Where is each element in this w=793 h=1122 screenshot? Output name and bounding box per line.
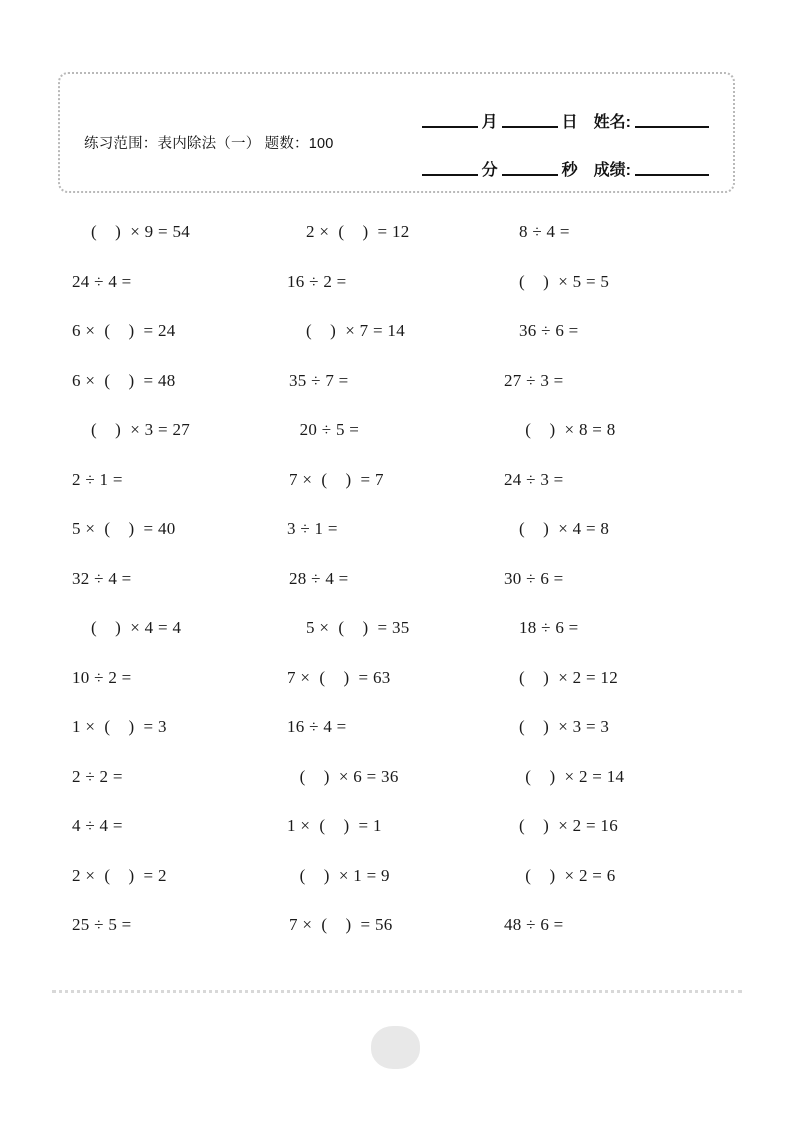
problem-row — [72, 405, 732, 455]
problem-item[interactable]: ( ) × 8 = 8 — [525, 420, 616, 440]
problem-item[interactable]: ( ) × 2 = 12 — [518, 667, 619, 687]
problem-item[interactable]: 7 × ( ) = 63 — [286, 667, 391, 687]
problem-item[interactable]: ( ) × 3 = 3 — [518, 717, 610, 737]
problem-item[interactable]: ( ) × 2 = 16 — [518, 816, 619, 836]
problem-item[interactable]: 1 × ( ) = 3 — [72, 717, 167, 737]
problem-item[interactable]: 4 ÷ 4 = — [72, 816, 123, 836]
problem-item[interactable]: ( ) × 9 = 54 — [91, 222, 191, 242]
problem-item[interactable]: 6 × ( ) = 48 — [72, 370, 176, 390]
problem-item[interactable]: ( ) × 7 = 14 — [305, 321, 406, 341]
problem-item[interactable]: 7 × ( ) = 7 — [289, 469, 384, 489]
problem-item[interactable]: 3 ÷ 1 = — [286, 519, 338, 539]
time-row — [371, 144, 711, 180]
problem-row — [72, 554, 732, 604]
problem-row — [72, 801, 732, 851]
problem-item[interactable]: ( ) × 2 = 6 — [525, 865, 616, 885]
problem-item[interactable]: 16 ÷ 2 = — [286, 271, 347, 291]
problem-row — [72, 653, 732, 703]
score-blank-line[interactable] — [635, 174, 709, 176]
problem-item[interactable]: 10 ÷ 2 = — [72, 667, 132, 687]
problem-item[interactable]: 2 × ( ) = 2 — [72, 865, 167, 885]
problem-row — [72, 702, 732, 752]
name-label: 姓名: — [593, 114, 631, 131]
problem-item[interactable]: ( ) × 3 = 27 — [91, 420, 191, 440]
problem-item[interactable]: 24 ÷ 3 = — [504, 469, 564, 489]
problem-item[interactable]: 30 ÷ 6 = — [504, 568, 564, 588]
student-meta-block — [371, 96, 711, 180]
score-label: 成绩: — [593, 162, 631, 179]
problem-item[interactable]: 27 ÷ 3 = — [504, 370, 564, 390]
problem-row — [72, 851, 732, 901]
minute-label: 分 — [481, 162, 498, 179]
day-blank-line[interactable] — [502, 126, 558, 128]
problem-item[interactable]: ( ) × 4 = 8 — [518, 519, 610, 539]
problem-item[interactable]: ( ) × 5 = 5 — [518, 271, 610, 291]
problem-item[interactable]: 5 × ( ) = 40 — [72, 519, 176, 539]
month-blank-line[interactable] — [422, 126, 478, 128]
practice-scope-text: 练习范围：表内除法（一） 题数：100 — [84, 136, 334, 152]
name-blank-line[interactable] — [635, 126, 709, 128]
second-blank-line[interactable] — [502, 174, 558, 176]
problem-row — [72, 603, 732, 653]
header-info-box — [58, 72, 735, 193]
day-label: 日 — [561, 114, 578, 131]
problem-grid — [72, 207, 732, 950]
problem-row — [72, 900, 732, 950]
problem-row — [72, 207, 732, 257]
problem-item[interactable]: 7 × ( ) = 56 — [289, 915, 393, 935]
problem-row — [72, 306, 732, 356]
problem-item[interactable]: ( ) × 1 = 9 — [299, 865, 390, 885]
problem-item[interactable]: 36 ÷ 6 = — [518, 321, 579, 341]
problem-row — [72, 455, 732, 505]
page-number-placeholder — [371, 1026, 420, 1069]
problem-row — [72, 356, 732, 406]
problem-row — [72, 504, 732, 554]
problem-item[interactable]: 20 ÷ 5 = — [299, 420, 360, 440]
problem-item[interactable]: 35 ÷ 7 = — [289, 370, 349, 390]
problem-item[interactable]: 48 ÷ 6 = — [504, 915, 564, 935]
problem-item[interactable]: ( ) × 2 = 14 — [525, 766, 625, 786]
footer-divider — [52, 990, 742, 993]
date-row — [371, 96, 711, 132]
month-label: 月 — [481, 114, 498, 131]
problem-item[interactable]: 16 ÷ 4 = — [286, 717, 347, 737]
problem-row — [72, 257, 732, 307]
second-label: 秒 — [561, 162, 578, 179]
problem-item[interactable]: 25 ÷ 5 = — [72, 915, 132, 935]
minute-blank-line[interactable] — [422, 174, 478, 176]
problem-item[interactable]: 2 × ( ) = 12 — [305, 222, 410, 242]
problem-item[interactable]: 32 ÷ 4 = — [72, 568, 132, 588]
problem-item[interactable]: 5 × ( ) = 35 — [305, 618, 410, 638]
problem-item[interactable]: ( ) × 4 = 4 — [91, 618, 182, 638]
problem-item[interactable]: 24 ÷ 4 = — [72, 271, 132, 291]
problem-row — [72, 752, 732, 802]
problem-item[interactable]: 6 × ( ) = 24 — [72, 321, 176, 341]
problem-item[interactable]: 2 ÷ 1 = — [72, 469, 123, 489]
problem-item[interactable]: 18 ÷ 6 = — [518, 618, 579, 638]
problem-item[interactable]: 2 ÷ 2 = — [72, 766, 123, 786]
problem-item[interactable]: 1 × ( ) = 1 — [286, 816, 382, 836]
problem-item[interactable]: 8 ÷ 4 = — [518, 222, 570, 242]
problem-item[interactable]: ( ) × 6 = 36 — [299, 766, 399, 786]
problem-item[interactable]: 28 ÷ 4 = — [289, 568, 349, 588]
